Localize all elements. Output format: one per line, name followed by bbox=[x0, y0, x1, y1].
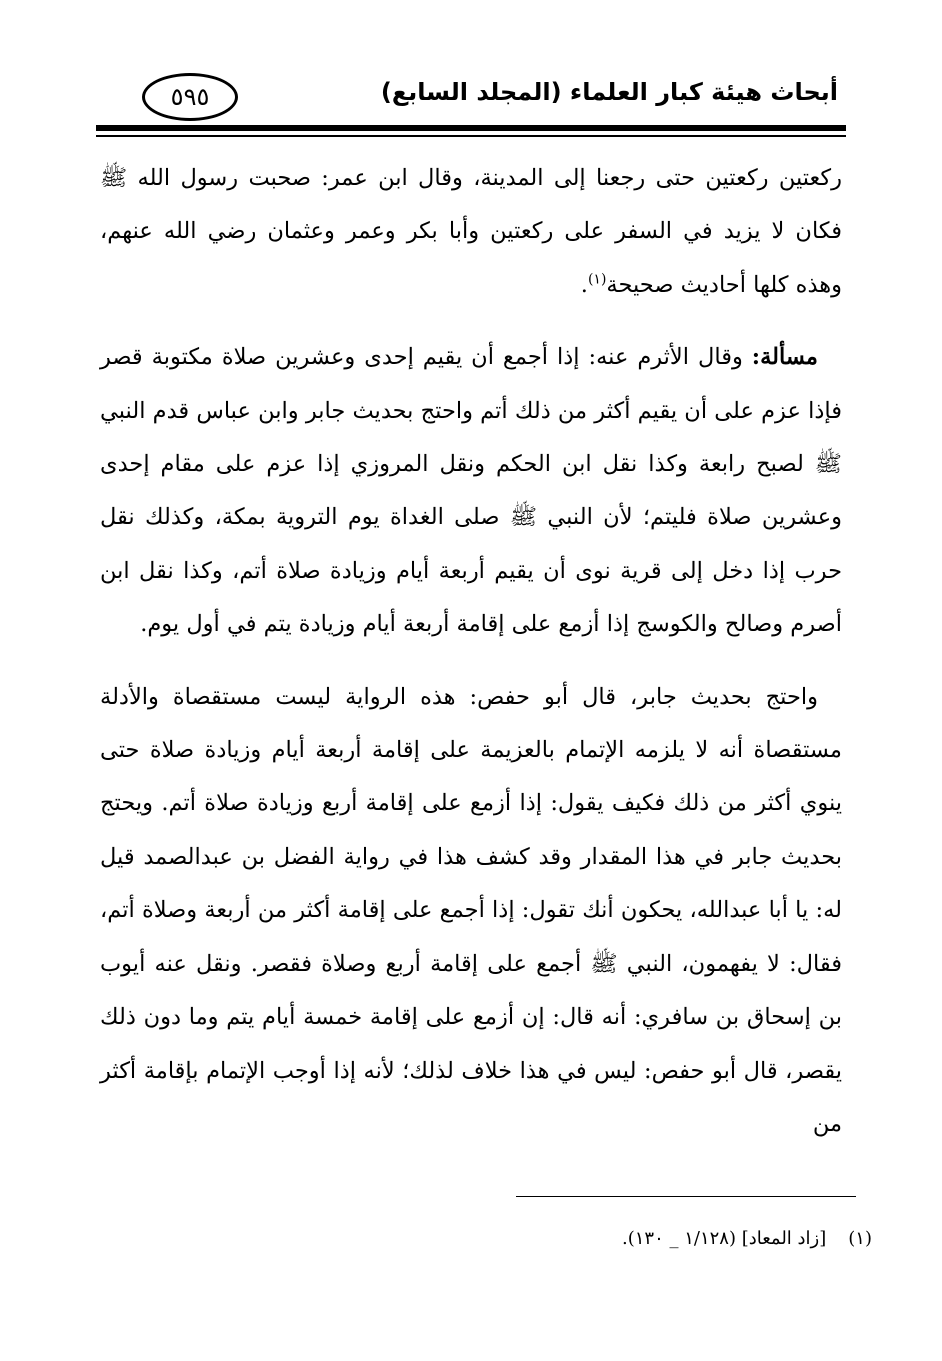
paragraph-2-text: وقال الأثرم عنه: إذا أجمع أن يقيم إحدى وعشرين صلاة مكتوبة قصر فإذا عزم على أن يقيم أكثر من ذلك أتم واحتج بحديث جابر وابن عباس قدم النبي ﷺ لصبح رابعة وكذا نقل ابن الحكم ونقل المروزي إذا عزم على مقام إحدى وعشرين صلاة فليتم؛ لأن النبي ﷺ صلى الغداة يوم التروية بمكة، وكذلك نقل حرب إذا دخل إلى قرية نوى أن يقيم أربعة أيام وزيادة صلاة أتم، وكذا نقل ابن أصرم وصالح والكوسج إذا أزمع على إقامة أربعة أيام وزيادة يتم في أول يوم. bbox=[100, 344, 842, 638]
header-rule-thick bbox=[96, 125, 846, 131]
main-text bbox=[100, 152, 842, 1151]
page-number-badge bbox=[142, 73, 238, 121]
page-number: ٥٩٥ bbox=[170, 83, 210, 111]
paragraph-1-tail: . bbox=[580, 271, 588, 298]
running-title: أبحاث هيئة كبار العلماء (المجلد السابع) bbox=[380, 78, 838, 106]
issue-heading: مسألة: bbox=[751, 344, 818, 371]
paragraph-3-text: واحتج بحديث جابر، قال أبو حفص: هذه الرواية ليست مستقصاة والأدلة مستقصاة أنه لا يلزمه الإتمام بالعزيمة على إقامة أربعة أيام وزيادة صلاة حتى ينوي أكثر من ذلك فكيف يقول: إذا أزمع على إقامة أربع وزيادة صلاة أتم. ويحتج بحديث جابر في هذا المقدار وقد كشف هذا في رواية الفضل بن عبدالصمد قيل له: يا أبا عبدالله، يحكون أنك تقول: إذا أجمع على إقامة أكثر من أربعة وصلاة أتم، فقال: لا يفهمون، النبي ﷺ أجمع على إقامة أربع وصلاة فقصر. ونقل عنه أيوب بن إسحاق بن سافري: أنه قال: إن أزمع على إقامة خمسة أيام يتم وما دون ذلك يقصر، قال أبو حفص: ليس في هذا خلاف لذلك؛ لأنه إذا أوجب الإتمام بإقامة أكثر من bbox=[100, 683, 842, 1137]
paragraph-3 bbox=[100, 671, 842, 1152]
header-rule-thin bbox=[96, 135, 846, 137]
footnote-reference: (١) bbox=[587, 271, 607, 288]
paragraph-1-text: ركعتين ركعتين حتى رجعنا إلى المدينة، وقال ابن عمر: صحبت رسول الله ﷺ فكان لا يزيد في السفر على ركعتين وأبا بكر وعمر وعثمان رضي الله عنهم، وهذه كلها أحاديث صحيحة bbox=[100, 165, 842, 298]
footnote-number: (١) bbox=[848, 1228, 872, 1249]
footnote-text: [زاد المعاد] (١/١٢٨ _ ١٣٠). bbox=[622, 1228, 827, 1249]
paragraph-1 bbox=[100, 152, 842, 312]
paragraph-2 bbox=[100, 331, 842, 651]
footnote-1 bbox=[92, 1228, 872, 1249]
footnote-separator bbox=[516, 1196, 856, 1197]
